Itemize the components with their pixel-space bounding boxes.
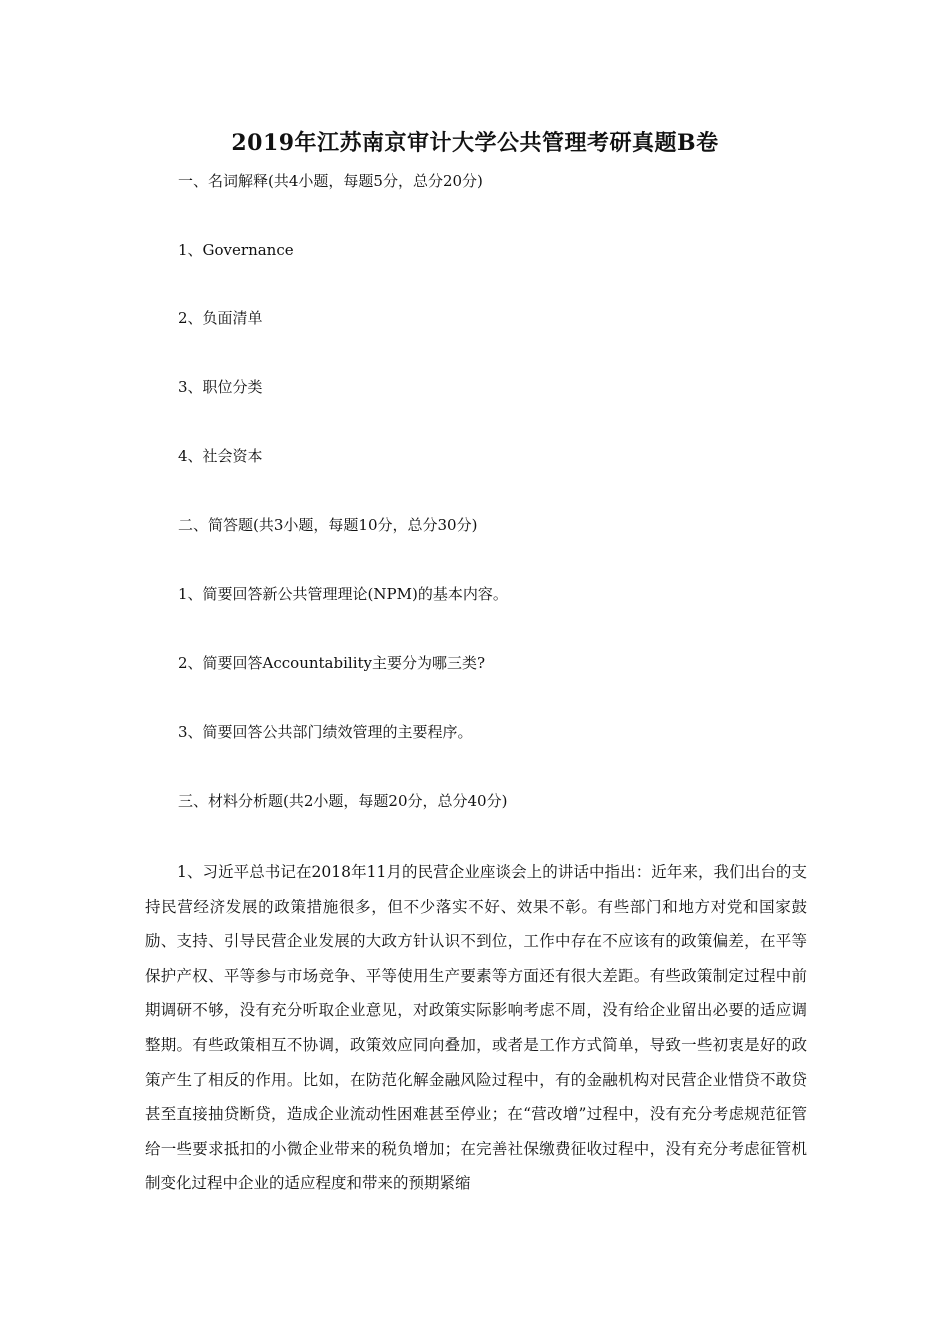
section2-heading: 二、简答题(共3小题，每题10分，总分30分) — [178, 516, 478, 534]
page-title: 2019年江苏南京审计大学公共管理考研真题B卷 — [231, 130, 719, 156]
section1-item-2: 2、负面清单 — [178, 309, 263, 327]
section2-item-2: 2、简要回答Accountability主要分为哪三类? — [178, 654, 486, 672]
section2-item-1: 1、简要回答新公共管理理论(NPM)的基本内容。 — [178, 585, 508, 603]
section1-item-1: 1、Governance — [178, 241, 294, 259]
section1-item-4: 4、社会资本 — [178, 447, 263, 465]
section2-item-3: 3、简要回答公共部门绩效管理的主要程序。 — [178, 723, 473, 741]
section3-material-paragraph: 1、习近平总书记在2018年11月的民营企业座谈会上的讲话中指出：近年来，我们出台的支持民营经济发展的政策措施很多，但不少落实不好、效果不彰。有些部门和地方对党和国家鼓励、支持、引导民营企业发展的大政方针认识不到位，工作中存在不应该有的政策偏差，在平等保护产权、平等参与市场竞争、平等使用生产要素等方面还有很大差距。有些政策制定过程中前期调研不够，没有充分听取企业意见，对政策实际影响考虑不周，没有给企业留出必要的适应调整期。有些政策相互不协调，政策效应同向叠加，或者是工作方式简单，导致一些初衷是好的政策产生了相反的作用。比如，在防范化解金融风险过程中，有的金融机构对民营企业惜贷不敢贷甚至直接抽贷断贷，造成企业流动性困难甚至停业；在“营改增”过程中，没有充分考虑规范征管给一些要求抵扣的小微企业带来的税负增加；在完善社保缴费征收过程中，没有充分考虑征管机制变化过程中企业的适应程度和带来的预期紧缩 — [145, 863, 807, 1193]
section3-heading: 三、材料分析题(共2小题，每题20分，总分40分) — [178, 792, 508, 810]
section1-item-3: 3、职位分类 — [178, 378, 263, 396]
section1-heading: 一、名词解释(共4小题，每题5分，总分20分) — [178, 172, 483, 190]
